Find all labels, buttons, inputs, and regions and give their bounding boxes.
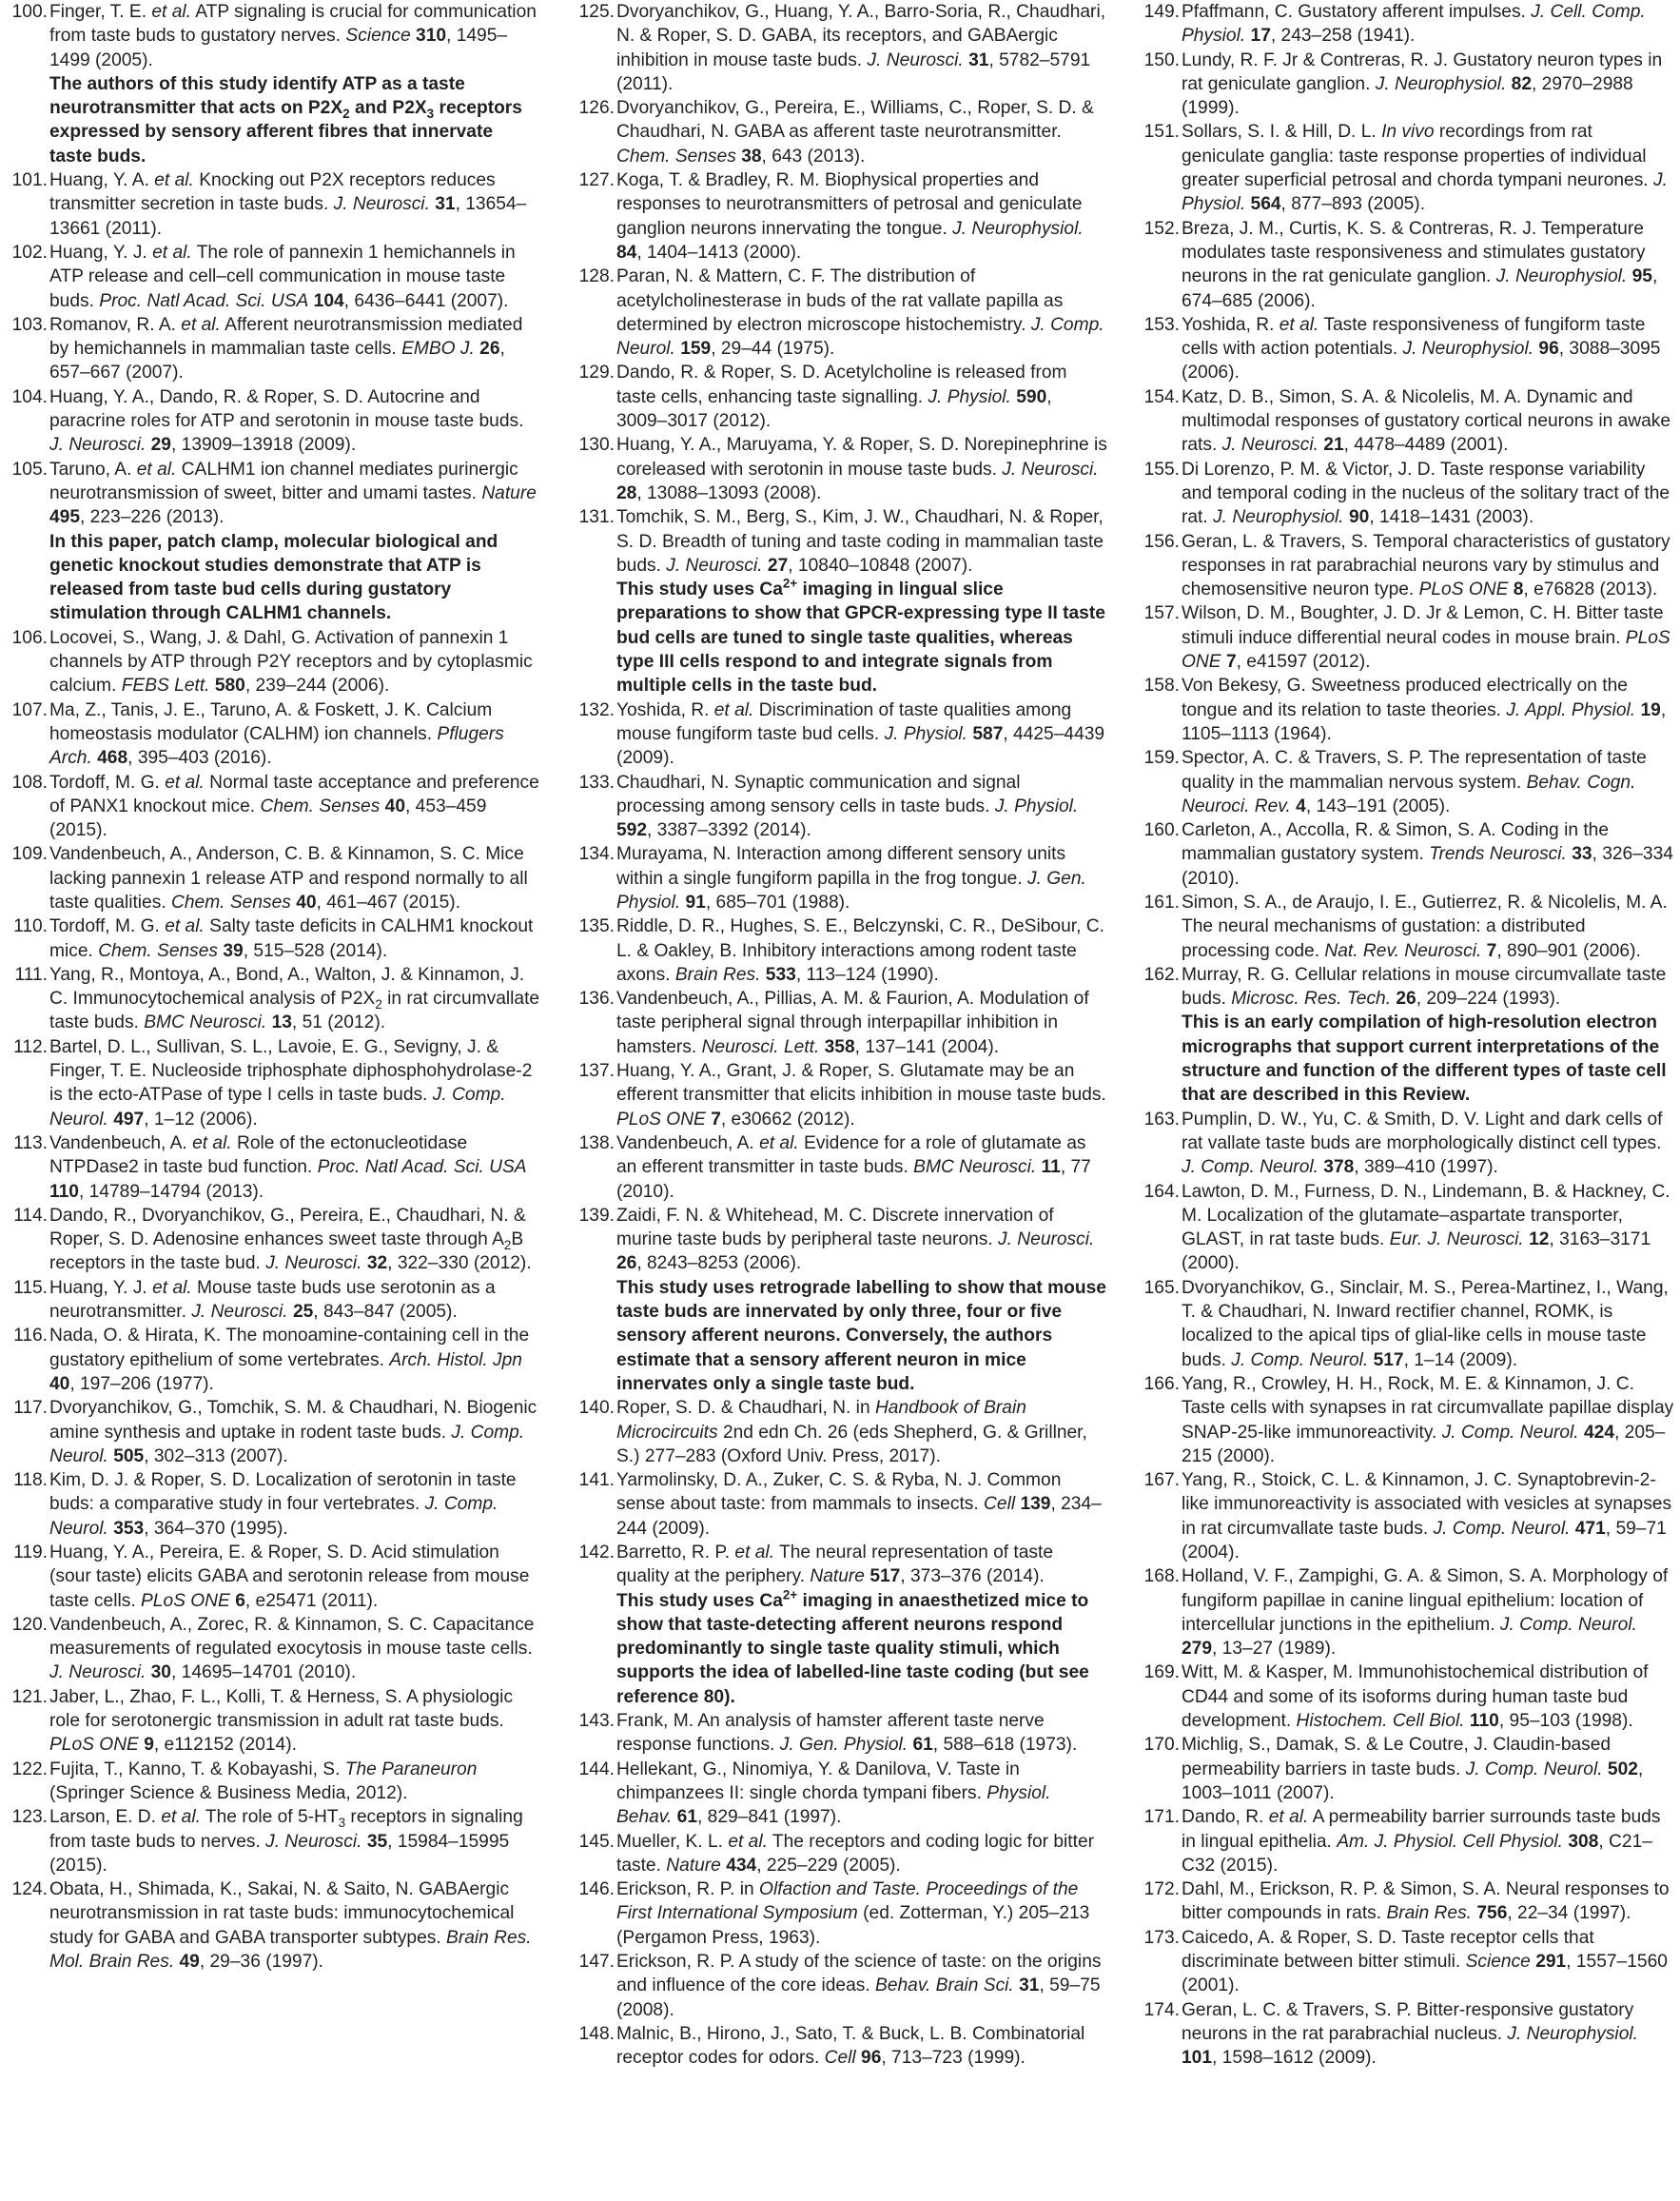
reference-entry (8, 1877, 540, 1974)
reference-number: 148. (578, 2023, 615, 2044)
reference-number: 141. (578, 1470, 615, 1491)
reference-citation: Carleton, A., Accolla, R. & Simon, S. A. Coding in the mammalian gustatory system. Trends Neurosci. 33, 326–334 (2010). (1182, 820, 1673, 889)
reference-citation: Geran, L. & Travers, S. Temporal characteristics of gustatory responses in rat parabrachial neurons vary by stimulus and chemosensitive neuron type. PLoS ONE 8, e76828 (2013). (1182, 531, 1670, 600)
reference-entry (575, 505, 1107, 698)
reference-citation: Simon, S. A., de Araujo, I. E., Gutierrez, R. & Nicolelis, M. A. The neural mechanisms of gustation: a distributed processing code. Nat. Rev. Neurosci. 7, 890–901 (2006). (1182, 892, 1668, 961)
reference-number: 117. (13, 1398, 48, 1419)
reference-citation: Yang, R., Montoya, A., Bond, A., Walton, J. & Kinnamon, J. C. Immunocytochemical analysis of $P2X_2$ in rat circumvallate taste buds. BMC Neurosci. 13, 51 (2012). (49, 964, 540, 1033)
reference-citation: Dvoryanchikov, G., Tomchik, S. M. & Chaudhari, N. Biogenic amine synthesis and uptake in rodent taste buds. J. Comp. Neurol. 505, 302–313 (2007). (49, 1398, 537, 1466)
reference-number: 167. (1143, 1470, 1180, 1491)
reference-citation: Lundy, R. F. Jr & Contreras, R. J. Gustatory neuron types in rat geniculate ganglion. J. Neurophysiol. 82, 2970–2988 (1999). (1182, 49, 1663, 119)
reference-citation: Romanov, R. A. et al. Afferent neurotransmission mediated by hemichannels in mammalian taste cells. EMBO J. 26, 657–667 (2007). (49, 314, 523, 383)
reference-entry (575, 168, 1107, 265)
reference-entry (575, 1396, 1107, 1468)
reference-entry (575, 265, 1107, 361)
reference-entry (1140, 1733, 1674, 1805)
reference-entry (1140, 385, 1674, 458)
reference-entry (8, 0, 540, 168)
reference-entry (8, 698, 540, 771)
reference-citation: Vandenbeuch, A. et al. Evidence for a role of glutamate as an efferent transmitter in taste buds. BMC Neurosci. 11, 77 (2010). (616, 1132, 1091, 1202)
reference-citation: Dvoryanchikov, G., Sinclair, M. S., Perea-Martinez, I., Wang, T. & Chaudhari, N. Inward rectifier channel, ROMK, is localized to the apical tips of glial-like cells in mouse taste buds. J. Comp. Neurol. 517, 1–14 (2009). (1182, 1277, 1669, 1370)
reference-entry (575, 771, 1107, 843)
reference-number: 108. (11, 772, 48, 793)
reference-citation: Breza, J. M., Curtis, K. S. & Contreras, R. J. Temperature modulates taste responsiveness and stimulates gustatory neurons in the rat geniculate ganglion. J. Neurophysiol. 95, 674–685 (2006). (1182, 218, 1658, 311)
reference-entry (8, 1685, 540, 1758)
reference-number: 138. (578, 1132, 615, 1153)
reference-number: 136. (578, 989, 615, 1010)
reference-entry (8, 458, 540, 626)
reference-entry (1140, 0, 1674, 49)
reference-number: 159. (1143, 748, 1180, 769)
reference-annotation: The authors of this study identify ATP as a taste neurotransmitter that acts on $P2X_2$ and $P2X_3$ receptors expressed by sensory afferent fibres that innervate taste buds. (49, 73, 522, 167)
reference-entry (1140, 1276, 1674, 1372)
reference-citation: Malnic, B., Hirono, J., Sato, T. & Buck, L. B. Combinatorial receptor codes for odors. Cell 96, 713–723 (1999). (616, 2023, 1085, 2069)
reference-number: 143. (578, 1711, 615, 1732)
reference-entry (1140, 1564, 1674, 1661)
reference-number: 120. (11, 1614, 48, 1635)
reference-citation: Murayama, N. Interaction among different sensory units within a single fungiform papilla in the frog tongue. J. Gen. Physiol. 91, 685–701 (1988). (616, 844, 1086, 913)
reference-number: 170. (1143, 1735, 1180, 1756)
reference-number: 173. (1143, 1927, 1180, 1948)
reference-entry (8, 313, 540, 385)
reference-citation: Von Bekesy, G. Sweetness produced electrically on the tongue and its relation to taste theories. J. Appl. Physiol. 19, 1105–1113 (1964). (1182, 676, 1667, 744)
reference-annotation: This study uses $Ca^{2+}$ imaging in lingual slice preparations to show that GPCR-expressing type II taste bud cells are tuned to single taste qualities, whereas type III cells respond to and integrate signals from multiple cells in the taste bud. (616, 576, 1105, 697)
reference-citation: Vandenbeuch, A., Pillias, A. M. & Faurion, A. Modulation of taste peripheral signal through interpapillar inhibition in hamsters. Neurosci. Lett. 358, 137–141 (2004). (616, 989, 1089, 1057)
reference-citation: Roper, S. D. & Chaudhari, N. in Handbook of Brain Microcircuits 2nd edn Ch. 26 (eds Shepherd, G. & Grillner, S.) 277–283 (Oxford Univ. Press, 2017). (616, 1398, 1087, 1466)
reference-citation: Pfaffmann, C. Gustatory afferent impulses. J. Cell. Comp. Physiol. 17, 243–258 (1941). (1182, 2, 1646, 47)
reference-entry (575, 361, 1107, 433)
reference-entry (8, 241, 540, 313)
reference-entry (575, 1709, 1107, 1758)
reference-entry (1140, 458, 1674, 530)
reference-citation: Huang, Y. A., Pereira, E. & Roper, S. D. Acid stimulation (sour taste) elicits GABA and serotonin release from mouse taste cells. PLoS ONE 6, e25471 (2011). (49, 1543, 530, 1611)
reference-number: 105. (11, 459, 48, 480)
reference-number: 106. (11, 627, 48, 648)
reference-entry (575, 914, 1107, 987)
reference-number: 133. (578, 772, 615, 793)
reference-entry (575, 698, 1107, 771)
reference-number: 110. (13, 916, 48, 937)
reference-entry (8, 1805, 540, 1877)
reference-citation: Huang, Y. A. et al. Knocking out P2X receptors reduces transmitter secretion in taste buds. J. Neurosci. 31, 13654–13661 (2011). (49, 170, 527, 239)
reference-entry (575, 1204, 1107, 1396)
reference-citation: Dando, R., Dvoryanchikov, G., Pereira, E., Chaudhari, N. & Roper, S. D. Adenosine enhances sweet taste through $A_2B$ receptors in the taste bud. J. Neurosci. 32, 322–330 (2012). (49, 1205, 532, 1274)
reference-number: 174. (1143, 1999, 1180, 2020)
reference-citation: Jaber, L., Zhao, F. L., Kolli, T. & Herness, S. A physiologic role for serotonergic transmission in adult rat taste buds. PLoS ONE 9, e112152 (2014). (49, 1686, 514, 1756)
reference-number: 121. (11, 1686, 48, 1707)
reference-number: 130. (578, 435, 615, 456)
reference-column-2 (575, 0, 1107, 2071)
reference-citation: Locovei, S., Wang, J. & Dahl, G. Activation of pannexin 1 channels by ATP through P2Y receptors and by cytoplasmic calcium. FEBS Lett. 580, 239–244 (2006). (49, 627, 533, 697)
reference-annotation: This is an early compilation of high-resolution electron micrographs that support current interpretations of the structure and function of the different types of taste cell that are described in this Review. (1182, 1012, 1667, 1106)
reference-number: 132. (578, 699, 615, 720)
reference-number: 166. (1143, 1373, 1180, 1394)
reference-number: 165. (1143, 1277, 1180, 1298)
reference-citation: Pumplin, D. W., Yu, C. & Smith, D. V. Light and dark cells of rat vallate taste buds are morphologically distinct cell types. J. Comp. Neurol. 378, 389–410 (1997). (1182, 1109, 1663, 1178)
reference-number: 146. (578, 1879, 615, 1900)
reference-number: 131. (578, 507, 615, 528)
reference-citation: Geran, L. C. & Travers, S. P. Bitter-responsive gustatory neurons in the rat parabrachial nucleus. J. Neurophysiol. 101, 1598–1612 (2009). (1182, 1999, 1638, 2069)
reference-entry (575, 842, 1107, 914)
reference-citation: Dvoryanchikov, G., Pereira, E., Williams, C., Roper, S. D. & Chaudhari, N. GABA as afferent taste neurotransmitter. Chem. Senses 38, 643 (2013). (616, 98, 1094, 167)
reference-entry (1140, 1661, 1674, 1733)
reference-number: 140. (578, 1398, 615, 1419)
reference-number: 119. (13, 1543, 48, 1562)
reference-entry (1140, 1372, 1674, 1468)
reference-number: 101. (11, 170, 48, 191)
reference-citation: Dvoryanchikov, G., Huang, Y. A., Barro-Soria, R., Chaudhari, N. & Roper, S. D. GABA, its receptors, and GABAergic inhibition in mouse taste buds. J. Neurosci. 31, 5782–5791 (2011). (616, 2, 1106, 94)
reference-citation: Hellekant, G., Ninomiya, Y. & Danilova, V. Taste in chimpanzees II: single chorda tympani fibers. Physiol. Behav. 61, 829–841 (1997). (616, 1759, 1051, 1828)
reference-entry (8, 1758, 540, 1806)
reference-number: 134. (578, 844, 615, 865)
reference-citation: Katz, D. B., Simon, S. A. & Nicolelis, M. A. Dynamic and multimodal responses of gustatory cortical neurons in awake rats. J. Neurosci. 21, 4478–4489 (2001). (1182, 386, 1671, 456)
reference-entry (1140, 217, 1674, 313)
reference-entry (1140, 1108, 1674, 1180)
reference-entry (8, 1131, 540, 1204)
reference-citation: Yoshida, R. et al. Discrimination of taste qualities among mouse fungiform taste bud cells. J. Physiol. 587, 4425–4439 (2009). (616, 699, 1105, 769)
reference-citation: Murray, R. G. Cellular relations in mouse circumvallate taste buds. Microsc. Res. Tech. 26, 209–224 (1993). (1182, 964, 1667, 1010)
reference-citation: Vandenbeuch, A., Zorec, R. & Kinnamon, S. C. Capacitance measurements of regulated exocytosis in mouse taste cells. J. Neurosci. 30, 14695–14701 (2010). (49, 1614, 535, 1683)
reference-entry (1140, 49, 1674, 121)
reference-number: 144. (578, 1759, 615, 1779)
reference-citation: Yarmolinsky, D. A., Zuker, C. S. & Ryba, N. J. Common sense about taste: from mammals to insects. Cell 139, 234–244 (2009). (616, 1470, 1102, 1539)
reference-number: 158. (1143, 676, 1180, 697)
reference-number: 109. (11, 844, 48, 865)
reference-entry (8, 963, 540, 1035)
reference-citation: Mueller, K. L. et al. The receptors and coding logic for bitter taste. Nature 434, 225–229 (2005). (616, 1831, 1095, 1876)
reference-entry (8, 771, 540, 843)
reference-citation: Yoshida, R. et al. Taste responsiveness of fungiform taste cells with action potentials. J. Neurophysiol. 96, 3088–3095 (2006). (1182, 314, 1661, 383)
reference-number: 152. (1143, 218, 1180, 239)
reference-citation: Obata, H., Shimada, K., Sakai, N. & Saito, N. GABAergic neurotransmission in rat taste buds: immunocytochemical study for GABA and GABA transporter subtypes. Brain Res. Mol. Brain Res. 49, 29–36 (1997). (49, 1879, 532, 1973)
reference-number: 163. (1143, 1109, 1180, 1130)
reference-number: 111. (14, 964, 48, 985)
reference-number: 139. (578, 1205, 615, 1226)
reference-entry (575, 1541, 1107, 1709)
reference-citation: Tordoff, M. G. et al. Normal taste acceptance and preference of PANX1 knockout mice. Chem. Senses 40, 453–459 (2015). (49, 772, 539, 841)
reference-number: 127. (578, 170, 615, 191)
reference-citation: Larson, E. D. et al. The role of $5-HT_3$ receptors in signaling from taste buds to nerves. J. Neurosci. 35, 15984–15995 (2015). (49, 1807, 523, 1876)
reference-citation: Huang, Y. J. et al. The role of pannexin 1 hemichannels in ATP release and cell–cell communication in mouse taste buds. Proc. Natl Acad. Sci. USA 104, 6436–6441 (2007). (49, 242, 516, 311)
reference-entry (8, 168, 540, 241)
reference-number: 142. (578, 1543, 615, 1562)
reference-citation: Lawton, D. M., Furness, D. N., Lindemann, B. & Hackney, C. M. Localization of the glutamate–aspartate transporter, GLAST, in rat taste buds. Eur. J. Neurosci. 12, 3163–3171 (2000). (1182, 1181, 1670, 1274)
reference-citation: Vandenbeuch, A., Anderson, C. B. & Kinnamon, S. C. Mice lacking pannexin 1 release ATP and respond normally to all taste qualities. Chem. Senses 40, 461–467 (2015). (49, 844, 528, 913)
reference-entry (575, 0, 1107, 96)
reference-number: 118. (13, 1470, 48, 1491)
reference-entry (575, 1131, 1107, 1204)
reference-citation: Sollars, S. I. & Hill, D. L. In vivo recordings from rat geniculate ganglia: taste response properties of individual greater superficial petrosal and chorda tympani neurones. J. Physiol. 564, 877–893 (2005). (1182, 122, 1668, 215)
reference-citation: Erickson, R. P. A study of the science of taste: on the origins and influence of the core ideas. Behav. Brain Sci. 31, 59–75 (2008). (616, 1952, 1102, 2020)
reference-number: 149. (1143, 2, 1180, 22)
reference-entry (8, 1613, 540, 1685)
reference-number: 157. (1143, 603, 1180, 624)
reference-entry (1140, 1877, 1674, 1926)
reference-citation: Di Lorenzo, P. M. & Victor, J. D. Taste response variability and temporal coding in the nucleus of the solitary tract of the rat. J. Neurophysiol. 90, 1418–1431 (2003). (1182, 459, 1670, 528)
reference-citation: Yang, R., Stoick, C. L. & Kinnamon, J. C. Synaptobrevin-2-like immunoreactivity is associated with vesicles at synapses in rat circumvallate taste buds. J. Comp. Neurol. 471, 59–71 (2004). (1182, 1470, 1672, 1562)
reference-entry (575, 1950, 1107, 2022)
reference-number: 150. (1143, 49, 1180, 70)
reference-number: 137. (578, 1061, 615, 1082)
reference-citation: Huang, Y. J. et al. Mouse taste buds use serotonin as a neurotransmitter. J. Neurosci. 25, 843–847 (2005). (49, 1277, 496, 1323)
reference-citation: Michlig, S., Damak, S. & Le Coutre, J. Claudin-based permeability barriers in taste buds. J. Comp. Neurol. 502, 1003–1011 (2007). (1182, 1735, 1644, 1803)
reference-number: 115. (13, 1277, 48, 1298)
reference-citation: Dahl, M., Erickson, R. P. & Simon, S. A. Neural responses to bitter compounds in rats. Brain Res. 756, 22–34 (1997). (1182, 1879, 1670, 1924)
reference-entry (1140, 818, 1674, 891)
reference-entry (575, 1830, 1107, 1878)
reference-entry (1140, 674, 1674, 746)
reference-citation: Wilson, D. M., Boughter, J. D. Jr & Lemon, C. H. Bitter taste stimuli induce differential neural codes in mouse brain. PLoS ONE 7, e41597 (2012). (1182, 603, 1670, 673)
reference-citation: Witt, M. & Kasper, M. Immunohistochemical distribution of CD44 and some of its isoforms during human taste bud development. Histochem. Cell Biol. 110, 95–103 (1998). (1182, 1662, 1649, 1732)
reference-number: 169. (1143, 1662, 1180, 1683)
reference-number: 154. (1143, 386, 1180, 407)
reference-entry (8, 1276, 540, 1325)
reference-number: 126. (578, 98, 615, 119)
reference-citation: Chaudhari, N. Synaptic communication and signal processing among sensory cells in taste buds. J. Physiol. 592, 3387–3392 (2014). (616, 772, 1079, 841)
reference-number: 151. (1143, 122, 1180, 143)
reference-entry (1140, 601, 1674, 674)
reference-number: 113. (13, 1132, 48, 1153)
reference-entry (575, 433, 1107, 505)
reference-number: 147. (578, 1952, 615, 1973)
reference-citation: Nada, O. & Hirata, K. The monoamine-containing cell in the gustatory epithelium of some vertebrates. Arch. Histol. Jpn 40, 197–206 (1977). (49, 1326, 530, 1394)
reference-entry (575, 1059, 1107, 1131)
reference-citation: Spector, A. C. & Travers, S. P. The representation of taste quality in the mammalian nervous system. Behav. Cogn. Neuroci. Rev. 4, 143–191 (2005). (1182, 748, 1647, 816)
reference-entry (1140, 1180, 1674, 1276)
reference-number: 122. (11, 1759, 48, 1779)
reference-citation: Vandenbeuch, A. et al. Role of the ectonucleotidase NTPDase2 in taste bud function. Proc. Natl Acad. Sci. USA 110, 14789–14794 (2013). (49, 1132, 527, 1202)
reference-citation: Bartel, D. L., Sullivan, S. L., Lavoie, E. G., Sevigny, J. & Finger, T. E. Nucleoside triphosphate diphosphohydrolase-2 is the ecto-ATPase of type I cells in taste buds. J. Comp. Neurol. 497, 1–12 (2006). (49, 1036, 533, 1130)
reference-entry (575, 2022, 1107, 2071)
reference-citation: Barretto, R. P. et al. The neural representation of taste quality at the periphery. Nature 517, 373–376 (2014). (616, 1543, 1054, 1587)
reference-citation: Kim, D. J. & Roper, S. D. Localization of serotonin in taste buds: a comparative study in four vertebrates. J. Comp. Neurol. 353, 364–370 (1995). (49, 1470, 517, 1539)
reference-number: 164. (1143, 1181, 1180, 1202)
reference-entry (8, 1035, 540, 1131)
reference-number: 172. (1143, 1879, 1180, 1900)
reference-number: 135. (578, 916, 615, 937)
reference-entry (1140, 1926, 1674, 1998)
reference-number: 100. (11, 2, 48, 22)
reference-entry (8, 1468, 540, 1541)
reference-annotation: In this paper, patch clamp, molecular biological and genetic knockout studies demonstrate that ATP is released from taste bud cells during gustatory stimulation through CALHM1 channels. (49, 531, 498, 624)
reference-entry (1140, 746, 1674, 818)
reference-entry (575, 1468, 1107, 1541)
reference-citation: Riddle, D. R., Hughes, S. E., Belczynski, C. R., DeSibour, C. L. & Oakley, B. Inhibitory interactions among rodent taste axons. Brain Res. 533, 113–124 (1990). (616, 916, 1104, 985)
reference-number: 116. (13, 1326, 48, 1346)
reference-annotation: This study uses retrograde labelling to show that mouse taste buds are innervated by only three, four or five sensory afferent neurons. Conversely, the authors estimate that a sensory afferent neuron in mice innervates only a single taste bud. (616, 1277, 1106, 1394)
reference-citation: Huang, Y. A., Grant, J. & Roper, S. Glutamate may be an efferent transmitter that elicits inhibition in mouse taste buds. PLoS ONE 7, e30662 (2012). (616, 1061, 1106, 1130)
reference-number: 114. (13, 1205, 48, 1226)
reference-entry (575, 96, 1107, 168)
reference-citation: Fujita, T., Kanno, T. & Kobayashi, S. The Paraneuron (Springer Science & Business Media, 2012). (49, 1759, 478, 1803)
reference-number: 128. (578, 266, 615, 287)
reference-number: 161. (1143, 892, 1180, 913)
reference-entry (8, 1396, 540, 1468)
reference-entry (1140, 313, 1674, 385)
reference-citation: Dando, R. & Roper, S. D. Acetylcholine is released from taste cells, enhancing taste signalling. J. Physiol. 590, 3009–3017 (2012). (616, 363, 1067, 432)
reference-entry (575, 987, 1107, 1059)
reference-entry (1140, 1468, 1674, 1564)
reference-citation: Tordoff, M. G. et al. Salty taste deficits in CALHM1 knockout mice. Chem. Senses 39, 515–528 (2014). (49, 916, 534, 961)
reference-entry (1140, 1998, 1674, 2071)
reference-entry (8, 1324, 540, 1396)
reference-entry (8, 1204, 540, 1276)
reference-column-3 (1140, 0, 1674, 2071)
reference-column-1 (8, 0, 540, 1974)
reference-citation: Erickson, R. P. in Olfaction and Taste. Proceedings of the First International Symposium (ed. Zotterman, Y.) 205–213 (Pergamon Press, 1963). (616, 1879, 1090, 1948)
reference-entry (1140, 120, 1674, 216)
reference-citation: Huang, Y. A., Maruyama, Y. & Roper, S. D. Norepinephrine is coreleased with serotonin in mouse taste buds. J. Neurosci. 28, 13088–13093 (2008). (616, 435, 1107, 503)
reference-number: 168. (1143, 1566, 1180, 1587)
reference-citation: Paran, N. & Mattern, C. F. The distribution of acetylcholinesterase in buds of the rat vallate papilla as determined by electron microscope histochemistry. J. Comp. Neurol. 159, 29–44 (1975). (616, 266, 1104, 360)
reference-annotation: This study uses $Ca^{2+}$ imaging in anaesthetized mice to show that taste-detecting afferent neurons respond predominantly to single taste quality stimuli, which supports the idea of labelled-line taste coding (but see reference 80). (616, 1587, 1089, 1707)
reference-number: 171. (1143, 1807, 1180, 1828)
reference-number: 123. (11, 1807, 48, 1828)
reference-entry (1140, 891, 1674, 963)
reference-number: 153. (1143, 314, 1180, 335)
reference-number: 104. (11, 386, 48, 407)
reference-citation: Huang, Y. A., Dando, R. & Roper, S. D. Autocrine and paracrine roles for ATP and serotonin in mouse taste buds. J. Neurosci. 29, 13909–13918 (2009). (49, 386, 524, 456)
reference-citation: Taruno, A. et al. CALHM1 ion channel mediates purinergic neurotransmission of sweet, bitter and umami tastes. Nature 495, 223–226 (2013). (49, 459, 537, 528)
reference-entry (1140, 530, 1674, 602)
reference-number: 125. (578, 2, 615, 22)
reference-entry (8, 626, 540, 698)
reference-citation: Holland, V. F., Zampighi, G. A. & Simon, S. A. Morphology of fungiform papillae in canine lingual epithelium: location of intercellular junctions in the epithelium. J. Comp. Neurol. 279, 13–27 (1989). (1182, 1566, 1669, 1660)
reference-citation: Caicedo, A. & Roper, S. D. Taste receptor cells that discriminate between bitter stimuli. Science 291, 1557–1560 (2001). (1182, 1927, 1668, 1996)
reference-number: 124. (11, 1879, 48, 1900)
reference-entry (575, 1877, 1107, 1950)
reference-citation: Zaidi, F. N. & Whitehead, M. C. Discrete innervation of murine taste buds by peripheral taste neurons. J. Neurosci. 26, 8243–8253 (2006). (616, 1205, 1095, 1274)
reference-number: 162. (1143, 964, 1180, 985)
reference-number: 155. (1143, 459, 1180, 480)
reference-number: 107. (11, 699, 48, 720)
reference-entry (8, 1541, 540, 1613)
reference-citation: Yang, R., Crowley, H. H., Rock, M. E. & Kinnamon, J. C. Taste cells with synapses in rat circumvallate papillae display SNAP-25-like immunoreactivity. J. Comp. Neurol. 424, 205–215 (2000). (1182, 1373, 1674, 1466)
reference-entry (1140, 1805, 1674, 1877)
reference-citation: Ma, Z., Tanis, J. E., Taruno, A. & Foskett, J. K. Calcium homeostasis modulator (CALHM) ion channels. Pflugers Arch. 468, 395–403 (2016). (49, 699, 504, 769)
reference-entry (1140, 963, 1674, 1108)
reference-number: 112. (13, 1036, 48, 1057)
reference-citation: Koga, T. & Bradley, R. M. Biophysical properties and responses to neurotransmitters of petrosal and geniculate ganglion neurons innervating the tongue. J. Neurophysiol. 84, 1404–1413 (2000). (616, 170, 1084, 263)
reference-entry (8, 842, 540, 914)
reference-citation: Dando, R. et al. A permeability barrier surrounds taste buds in lingual epithelia. Am. J. Physiol. Cell Physiol. 308, C21–C32 (2015). (1182, 1807, 1661, 1876)
reference-citation: Finger, T. E. et al. ATP signaling is crucial for communication from taste buds to gustatory nerves. Science 310, 1495–1499 (2005). (49, 2, 537, 70)
reference-citation: Tomchik, S. M., Berg, S., Kim, J. W., Chaudhari, N. & Roper, S. D. Breadth of tuning and taste coding in mammalian taste buds. J. Neurosci. 27, 10840–10848 (2007). (616, 507, 1104, 576)
reference-entry (575, 1758, 1107, 1830)
reference-entry (8, 385, 540, 458)
reference-number: 103. (11, 314, 48, 335)
reference-number: 129. (578, 363, 615, 383)
reference-entry (8, 914, 540, 963)
reference-number: 145. (578, 1831, 615, 1852)
reference-citation: Frank, M. An analysis of hamster afferent taste nerve response functions. J. Gen. Physiol. 61, 588–618 (1973). (616, 1711, 1078, 1756)
reference-number: 102. (11, 242, 48, 263)
reference-number: 160. (1143, 820, 1180, 841)
reference-number: 156. (1143, 531, 1180, 552)
